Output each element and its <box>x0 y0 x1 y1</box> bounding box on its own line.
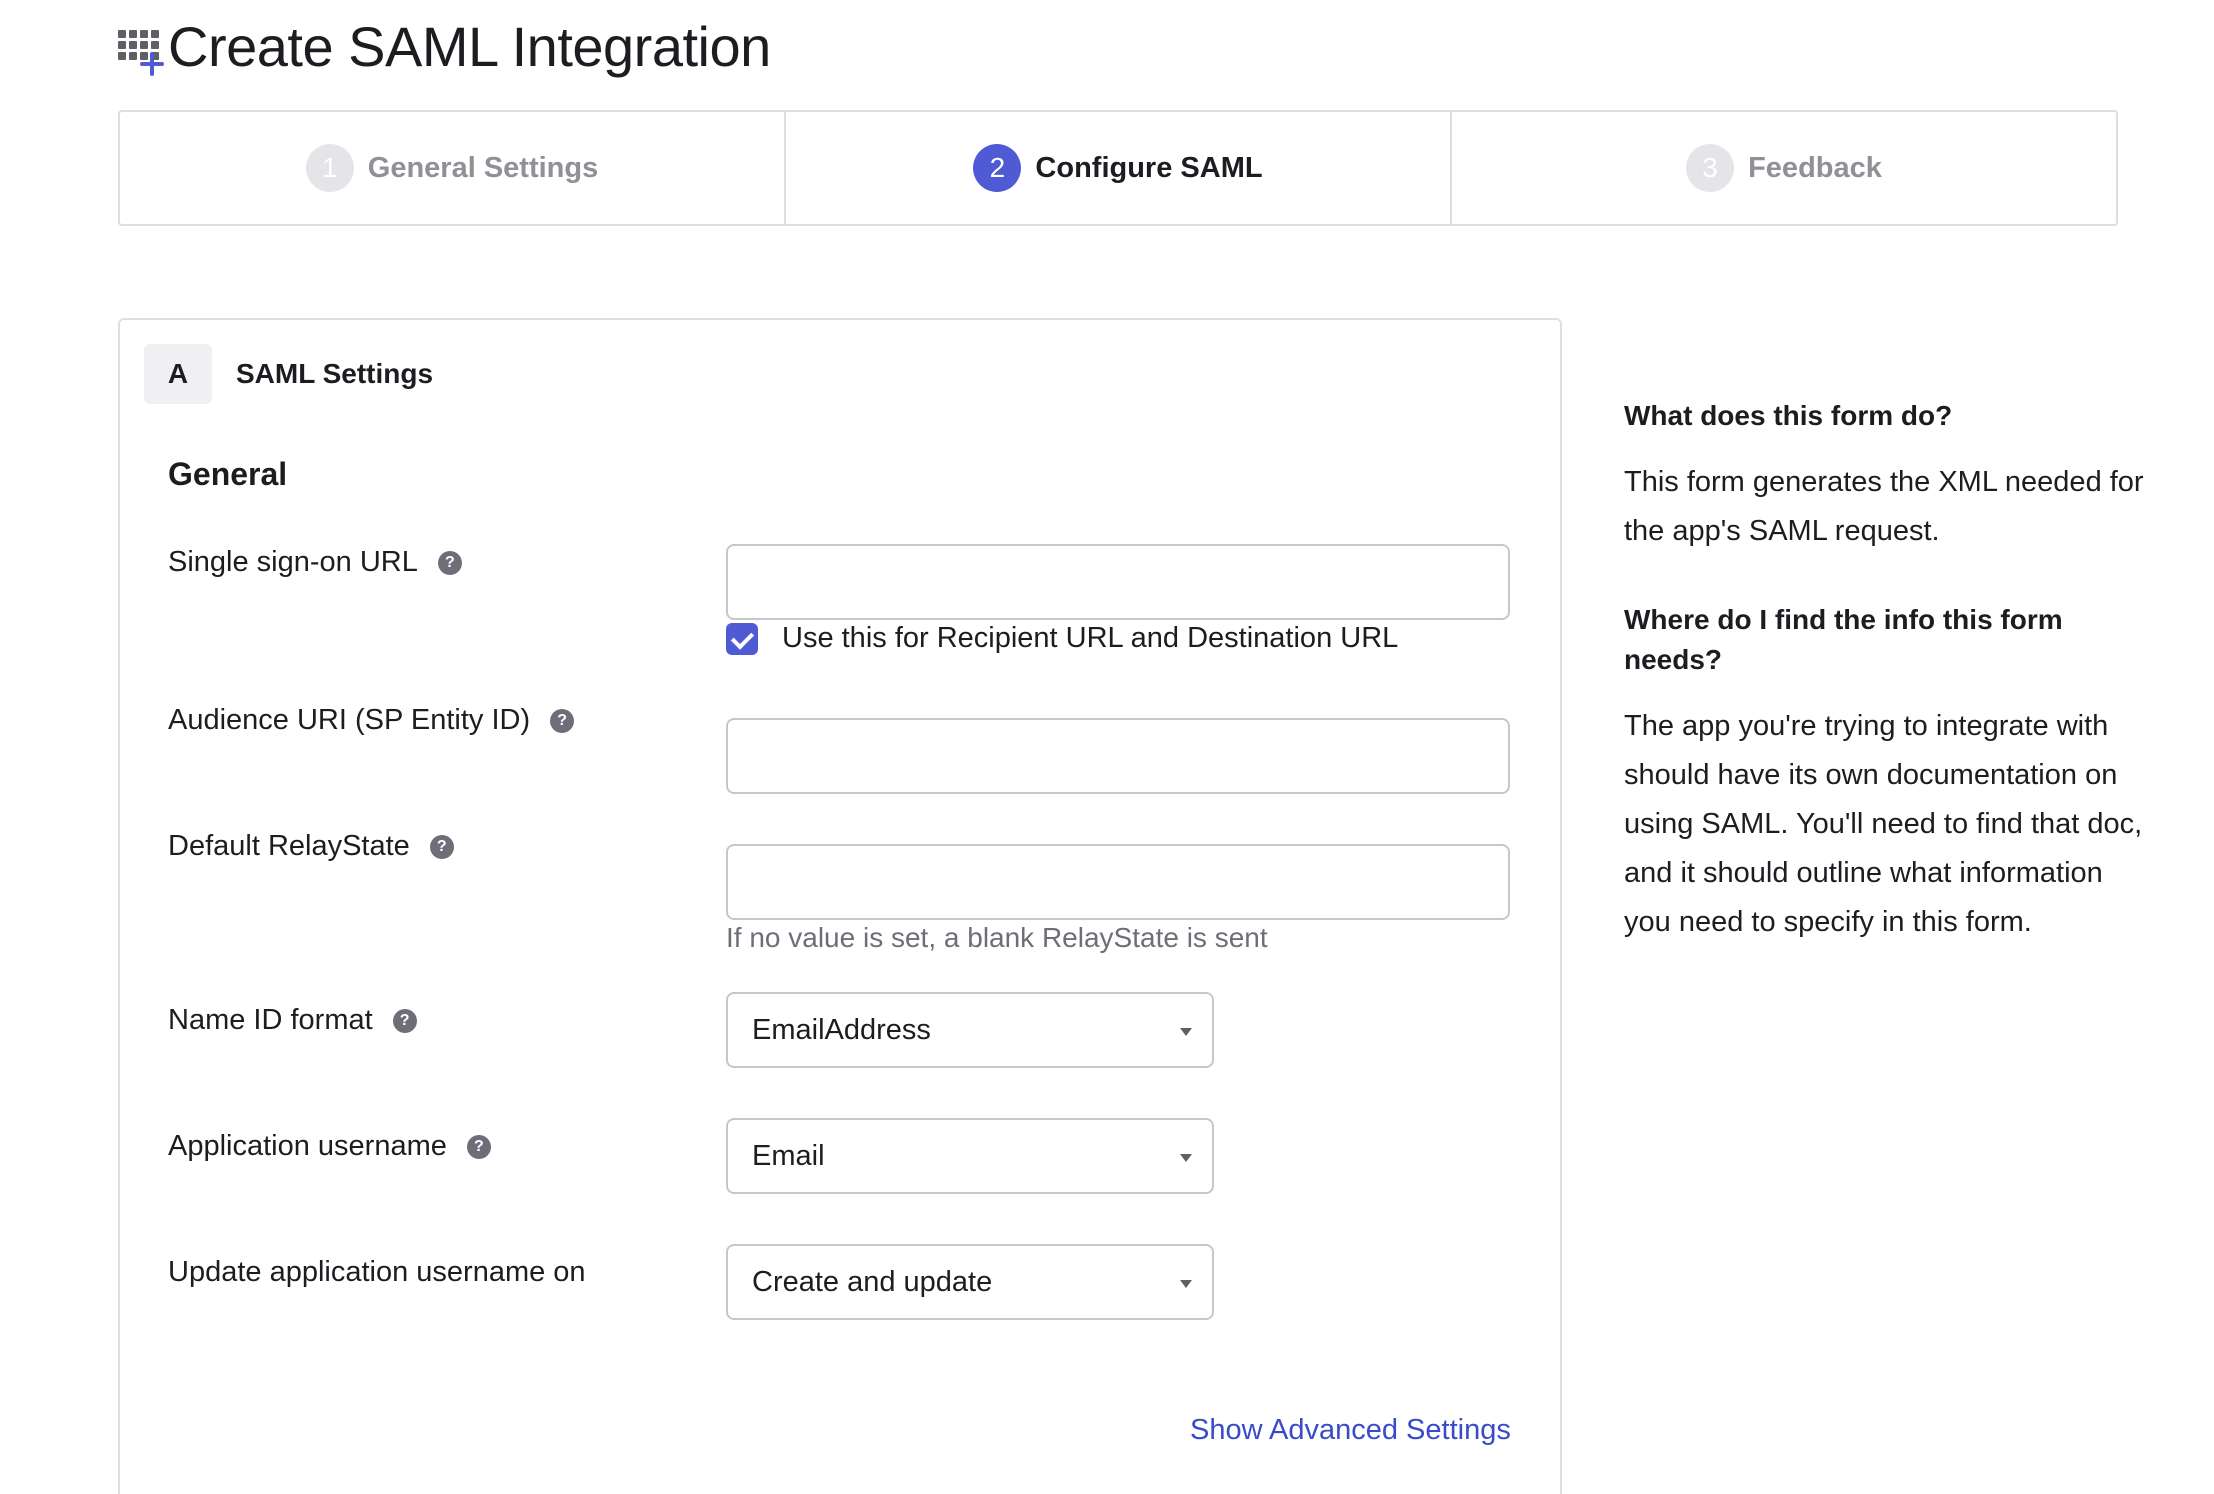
show-advanced-settings-link[interactable]: Show Advanced Settings <box>1190 1414 1511 1446</box>
audience-uri-label-text: Audience URI (SP Entity ID) <box>168 704 531 736</box>
help-answer-what: This form generates the XML needed for the app's SAML request. <box>1624 466 2144 547</box>
select-value: Create and update <box>752 1265 993 1298</box>
select-value: Email <box>752 1139 825 1172</box>
relay-state-input[interactable] <box>726 844 1510 920</box>
name-id-format-label-text: Name ID format <box>168 1004 373 1036</box>
step-number-badge: 3 <box>1686 144 1734 192</box>
audience-uri-label <box>168 704 574 737</box>
chevron-down-icon <box>1180 1280 1192 1288</box>
sso-url-label <box>168 546 462 579</box>
step-number-badge: 2 <box>973 144 1021 192</box>
step-general-settings[interactable] <box>120 112 786 224</box>
app-username-label <box>168 1130 491 1163</box>
sso-url-label-text: Single sign-on URL <box>168 546 418 578</box>
help-panel <box>1624 396 2144 947</box>
help-question-icon[interactable]: ? <box>430 835 454 859</box>
select-value: EmailAddress <box>752 1013 931 1046</box>
help-question-icon[interactable]: ? <box>550 709 574 733</box>
group-title-general: General <box>168 456 288 492</box>
page-title: Create SAML Integration <box>168 15 771 78</box>
page-header <box>116 14 771 79</box>
app-username-select[interactable] <box>726 1118 1214 1194</box>
step-configure-saml[interactable] <box>786 112 1452 224</box>
recipient-url-checkbox[interactable] <box>726 623 758 655</box>
help-question-icon[interactable]: ? <box>393 1009 417 1033</box>
update-username-on-label-text: Update application username on <box>168 1256 586 1288</box>
help-question-where: Where do I find the info this form needs? <box>1624 604 2063 675</box>
section-letter-badge: A <box>144 344 212 404</box>
help-question-what: What does this form do? <box>1624 400 1953 431</box>
relay-state-label <box>168 830 454 863</box>
recipient-url-checkbox-row[interactable] <box>726 622 1398 655</box>
chevron-down-icon <box>1180 1028 1192 1036</box>
relay-state-hint: If no value is set, a blank RelayState is sent <box>726 922 1268 953</box>
step-number-badge: 1 <box>306 144 354 192</box>
wizard-stepper <box>118 110 2118 226</box>
relay-state-label-text: Default RelayState <box>168 830 410 862</box>
step-feedback[interactable] <box>1452 112 2116 224</box>
name-id-format-label <box>168 1004 417 1037</box>
step-label: Feedback <box>1748 151 1882 184</box>
step-label: General Settings <box>367 151 599 184</box>
recipient-url-checkbox-label[interactable]: Use this for Recipient URL and Destination URL <box>782 622 1399 654</box>
step-label: Configure SAML <box>1035 151 1263 184</box>
saml-settings-card <box>118 318 1562 1494</box>
help-answer-where: The app you're trying to integrate with should have its own documentation on using SAML. You'll need to find that doc, and it should outline what information you need to specify in this form. <box>1624 710 2143 938</box>
section-title: SAML Settings <box>236 358 434 389</box>
chevron-down-icon <box>1180 1154 1192 1162</box>
audience-uri-input[interactable] <box>726 718 1510 794</box>
sso-url-input[interactable] <box>726 544 1510 620</box>
update-username-on-select[interactable] <box>726 1244 1214 1320</box>
help-question-icon[interactable]: ? <box>467 1135 491 1159</box>
update-username-on-label <box>168 1256 586 1289</box>
name-id-format-select[interactable] <box>726 992 1214 1068</box>
help-question-icon[interactable]: ? <box>438 551 462 575</box>
app-username-label-text: Application username <box>168 1130 447 1162</box>
app-grid-add-icon <box>116 20 164 74</box>
section-header <box>144 344 433 404</box>
